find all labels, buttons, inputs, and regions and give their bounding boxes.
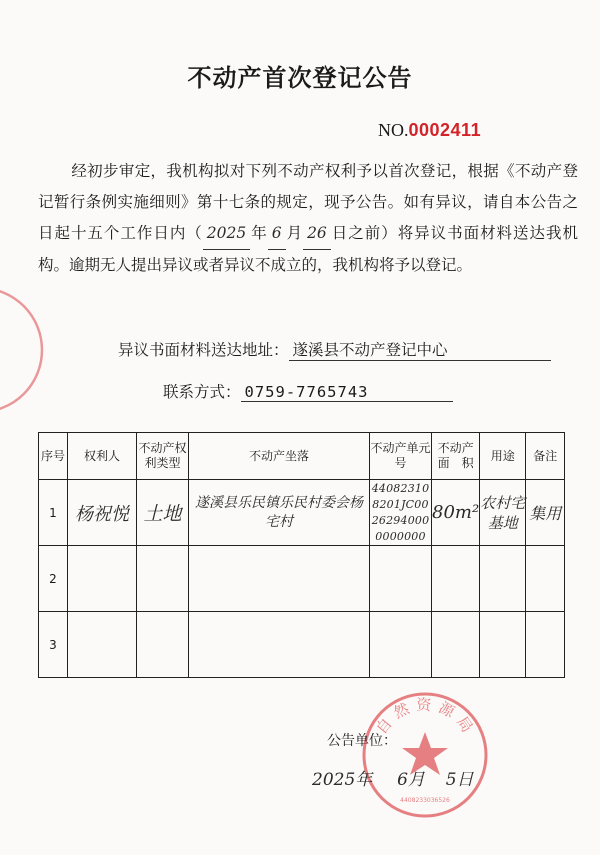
issue-month: 6 bbox=[397, 770, 408, 790]
deadline-day: 26 bbox=[303, 218, 331, 250]
row-no: 2 bbox=[39, 546, 68, 612]
header-unit-no: 不动产单元号 bbox=[370, 433, 432, 480]
row-owner bbox=[68, 546, 137, 612]
issuer bbox=[327, 730, 397, 750]
row-unit-no: 440823108201JC00262940000000000 bbox=[370, 480, 432, 546]
header-location: 不动产坐落 bbox=[189, 433, 370, 480]
row-no: 1 bbox=[39, 480, 68, 546]
year-char: 年 bbox=[250, 224, 268, 242]
issue-year-char: 年 bbox=[355, 770, 373, 790]
header-owner: 权利人 bbox=[68, 433, 137, 480]
row-note bbox=[526, 612, 565, 678]
row-use: 农村宅基地 bbox=[480, 480, 526, 546]
table-header-row bbox=[39, 433, 565, 480]
contact-label: 联系方式： bbox=[163, 383, 241, 401]
row-use bbox=[480, 612, 526, 678]
deadline-month: 6 bbox=[268, 218, 286, 250]
row-use bbox=[480, 546, 526, 612]
row-right-type bbox=[137, 546, 189, 612]
serial-value: 0002411 bbox=[408, 120, 482, 140]
row-location bbox=[189, 546, 370, 612]
row-area bbox=[432, 546, 480, 612]
page-title: 不动产首次登记公告 bbox=[187, 64, 413, 92]
seal-code: 4408233036526 bbox=[400, 797, 450, 804]
month-char: 月 bbox=[285, 224, 304, 242]
address-value: 遂溪县不动产登记中心 bbox=[289, 338, 551, 361]
issue-year: 2025 bbox=[312, 770, 356, 790]
official-seal bbox=[360, 690, 490, 820]
row-location bbox=[189, 612, 370, 678]
row-right-type: 土地 bbox=[137, 480, 189, 546]
issue-day-char: 日 bbox=[456, 770, 474, 790]
header-area: 不动产面 积 bbox=[432, 433, 480, 480]
row-location: 遂溪县乐民镇乐民村委会杨宅村 bbox=[189, 480, 370, 546]
notice-text-1: 经初步审定，我机构拟对下列不动产权利予以首次登记，根据《不动产登记暂行条例实施细则》第十七条的规定，现予公告。如有异议，请自本公告之日起十五个工作日内（ bbox=[38, 162, 578, 242]
header-right-type: 不动产权利类型 bbox=[137, 433, 189, 480]
notice-body bbox=[38, 156, 578, 281]
deadline-year: 2025 bbox=[203, 218, 250, 250]
table-row bbox=[39, 546, 565, 612]
objection-address bbox=[118, 338, 551, 361]
serial-number bbox=[378, 120, 481, 141]
issue-day: 5 bbox=[445, 770, 457, 790]
contact-value: 0759-7765743 bbox=[241, 383, 453, 402]
row-note bbox=[526, 546, 565, 612]
contact-info bbox=[163, 380, 453, 402]
row-unit-no bbox=[370, 612, 432, 678]
notice-text-2: 日之前）将异议书面材料送达我机构。逾期无人提出异议或者异议不成立的，我机构将予以登记。 bbox=[38, 224, 578, 274]
header-use: 用途 bbox=[480, 433, 526, 480]
seal-text: 自然资源局 bbox=[372, 695, 480, 741]
address-label: 异议书面材料送达地址： bbox=[118, 341, 289, 359]
header-no: 序号 bbox=[39, 433, 68, 480]
row-owner: 杨祝悦 bbox=[68, 480, 137, 546]
row-note: 集用 bbox=[526, 480, 565, 546]
issuer-label: 公告单位： bbox=[327, 733, 397, 749]
issue-month-char: 月 bbox=[407, 770, 425, 790]
table-row bbox=[39, 480, 565, 546]
row-owner bbox=[68, 612, 137, 678]
issue-date bbox=[312, 765, 474, 790]
row-area: 80m² bbox=[432, 480, 480, 546]
partial-seal bbox=[0, 280, 50, 420]
row-right-type bbox=[137, 612, 189, 678]
registration-table bbox=[38, 432, 565, 678]
row-unit-no bbox=[370, 546, 432, 612]
header-note: 备注 bbox=[526, 433, 565, 480]
table-row bbox=[39, 612, 565, 678]
row-area bbox=[432, 612, 480, 678]
serial-prefix: NO. bbox=[378, 120, 409, 140]
row-no: 3 bbox=[39, 612, 68, 678]
